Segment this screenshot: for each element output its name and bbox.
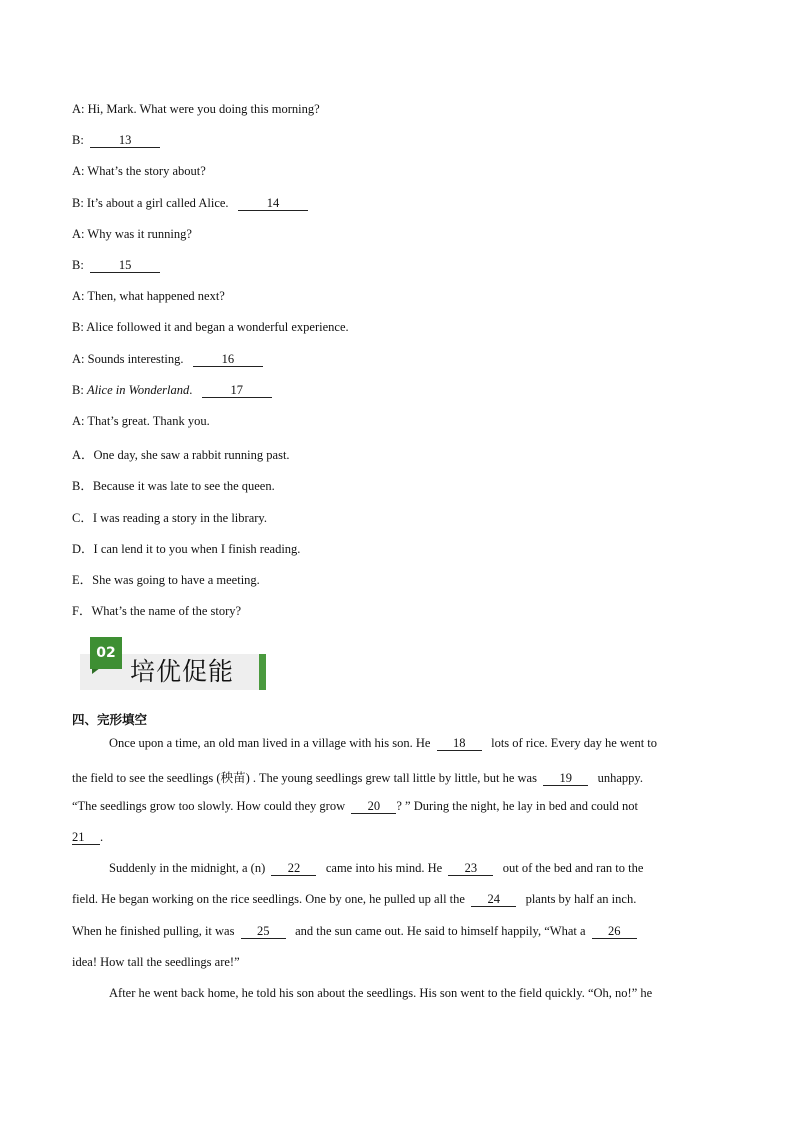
cloze-line [72,924,722,939]
dialogue-text: . [189,383,193,397]
dialogue-line-6 [72,258,160,273]
passage-text: plants by half an inch. [522,892,637,906]
dialogue-line-4 [72,196,308,211]
passage-text: . [100,830,104,844]
section-banner [80,637,266,691]
blank-17: 17 [202,384,272,398]
cloze-line [72,768,722,786]
passage-text: idea! How tall the seedlings are!” [72,955,240,969]
blank-22: 22 [271,862,316,876]
passage-text: When he finished pulling, it was [72,924,238,938]
dialogue-line-10 [72,383,272,398]
passage-text: Once upon a time, an old man lived in a village with his son. He [109,736,434,750]
option-c: C．I was reading a story in the library. [72,511,267,525]
dialogue-text: A: Sounds interesting. [72,352,184,366]
dialogue-text: A: Hi, Mark. What were you doing this morning? [72,102,320,116]
option-d: D．I can lend it to you when I finish reading. [72,542,301,556]
dialogue-line-3 [72,164,206,179]
blank-13: 13 [90,134,160,148]
blank-20: 20 [351,800,396,814]
dialogue-text: B: Alice followed it and began a wonderful experience. [72,320,349,334]
blank-19: 19 [543,772,588,786]
dialogue-line-7 [72,289,225,304]
passage-text: field. He began working on the rice seedlings. One by one, he pulled up all the [72,892,469,906]
blank-21: 21 [72,831,100,845]
dialogue-text: A: Why was it running? [72,227,192,241]
banner-title: 培优促能 [130,657,235,686]
cloze-line [72,861,722,876]
blank-25: 25 [241,925,286,939]
blank-15: 15 [90,259,160,273]
dialogue-text: B: [72,133,84,147]
option-b: B．Because it was late to see the queen. [72,479,275,493]
option-e: E．She was going to have a meeting. [72,573,260,587]
blank-16: 16 [193,353,263,367]
dialogue-line-2 [72,133,160,148]
banner-accent-bar [259,654,266,690]
passage-text: ? ” During the night, he lay in bed and could not [396,799,638,813]
dialogue-text: A: That’s great. Thank you. [72,414,210,428]
dialogue-line-1 [72,102,320,117]
dialogue-line-11 [72,414,210,429]
passage-text: the field to see the seedlings (秧苗) . The young seedlings grew tall little by little, but he was [72,771,541,785]
blank-14: 14 [238,197,308,211]
dialogue-text: B: [72,383,84,397]
dialogue-text: B: It’s about a girl called Alice. [72,196,229,210]
option-a: A．One day, she saw a rabbit running past. [72,448,290,462]
passage-text: After he went back home, he told his son about the seedlings. His son went to the field quickly. “Oh, no!” he [109,986,653,1000]
banner-number-badge: 02 [90,637,122,669]
cloze-line [72,830,722,845]
cloze-line [72,955,722,970]
blank-26: 26 [592,925,637,939]
blank-23: 23 [448,862,493,876]
passage-text: came into his mind. He [322,861,446,875]
dialogue-line-8 [72,320,349,335]
section-title: 四、完形填空 [72,712,148,727]
cloze-line [72,892,722,907]
option-f: F．What’s the name of the story? [72,604,242,618]
dialogue-line-9 [72,352,263,367]
passage-text: unhappy. [594,771,643,785]
blank-24: 24 [471,893,516,907]
dialogue-text: A: Then, what happened next? [72,289,225,303]
dialogue-text: A: What’s the story about? [72,164,206,178]
dialogue-line-5 [72,227,192,242]
cloze-line [72,736,722,751]
dialogue-text: B: [72,258,84,272]
cloze-line [72,799,722,814]
passage-text: and the sun came out. He said to himself happily, “What a [291,924,589,938]
book-title: Alice in Wonderland [86,383,190,397]
passage-text: Suddenly in the midnight, a (n) [109,861,269,875]
passage-text: lots of rice. Every day he went to [487,736,658,750]
passage-text: out of the bed and ran to the [499,861,644,875]
blank-18: 18 [437,737,482,751]
cloze-line [72,986,722,1001]
passage-text: “The seedlings grow too slowly. How could they grow [72,799,349,813]
